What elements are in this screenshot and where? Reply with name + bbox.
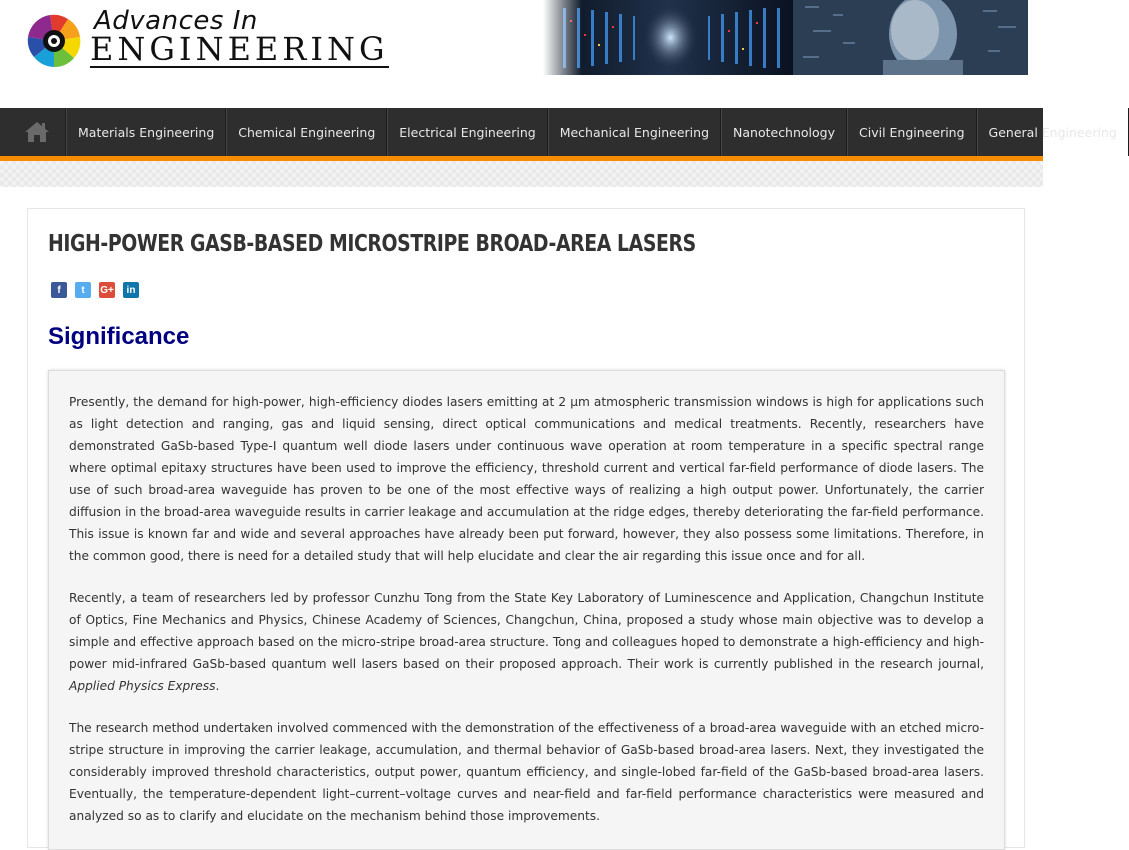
post-title: HIGH-POWER GASB-BASED MICROSTRIPE BROAD-AREA LASERS	[48, 231, 696, 257]
nav-item-chemical-engineering[interactable]: Chemical Engineering	[226, 108, 387, 156]
nav-home-button[interactable]	[8, 108, 66, 156]
nav-item-civil-engineering[interactable]: Civil Engineering	[847, 108, 977, 156]
paragraph-text: Recently, a team of researchers led by professor Cunzhu Tong from the State Key Laboratory of Luminescence and Application, Changchun Institute of Optics, Fine Mechanics and Physics, Chinese Academy of Sciences, Changchun, China, proposed a study whose main objective was to develop a simple and effective approach based on the micro-stripe broad-area structure. Tong and colleagues hoped to demonstrate a high-efficiency and high-power mid-infrared GaSb-based quantum well lasers based on their proposed approach. Their work is currently published in the research journal,	[69, 591, 984, 671]
linkedin-icon: in	[126, 284, 136, 296]
pattern-divider	[0, 161, 1043, 187]
section-heading-significance: Significance	[48, 323, 190, 350]
significance-box	[48, 370, 1005, 850]
paragraph	[69, 391, 984, 567]
paragraph	[69, 587, 984, 697]
journal-suffix: .	[215, 679, 220, 693]
google-plus-share-button[interactable]	[99, 282, 115, 298]
nav-item-mechanical-engineering[interactable]: Mechanical Engineering	[548, 108, 721, 156]
journal-name: Applied Physics Express	[69, 679, 216, 693]
site-logo[interactable]	[22, 6, 442, 76]
paragraph	[69, 717, 984, 827]
twitter-share-button[interactable]	[75, 282, 91, 298]
site-header	[0, 0, 1043, 108]
nav-menu	[66, 108, 1129, 156]
nav-item-electrical-engineering[interactable]: Electrical Engineering	[387, 108, 547, 156]
facebook-icon: f	[57, 284, 61, 296]
nav-item-general-engineering[interactable]: General Engineering	[977, 108, 1129, 156]
main-navigation	[0, 108, 1117, 156]
twitter-icon: t	[81, 284, 85, 296]
google-plus-icon: G+	[100, 284, 114, 296]
logo-text-bottom: ENGINEERING	[90, 30, 389, 68]
nav-item-nanotechnology[interactable]: Nanotechnology	[721, 108, 847, 156]
post-card	[27, 208, 1025, 848]
gear-flower-logo-icon	[22, 8, 86, 72]
logo-text-top: Advances In	[94, 6, 258, 36]
share-buttons	[51, 282, 139, 298]
facebook-share-button[interactable]	[51, 282, 67, 298]
linkedin-share-button[interactable]	[123, 282, 139, 298]
paragraph-text: The research method undertaken involved commenced with the demonstration of the effectiveness of a broad-area waveguide with an etched micro-stripe structure in improving the carrier leakage, accumulation, and thermal behavior of GaSb-based broad-area lasers. Next, they investigated the considerably improved threshold characteristics, output power, quantum efficiency, and single-lobed far-field of the GaSb-based broad-area lasers. Eventually, the temperature-dependent light–current–voltage curves and near-field and far-field performance characteristics were measured and analyzed so as to clarify and elucidate on the mechanism behind those improvements.	[69, 721, 984, 823]
home-icon	[23, 120, 51, 144]
header-banner-image	[543, 0, 1028, 75]
nav-item-materials-engineering[interactable]: Materials Engineering	[66, 108, 226, 156]
paragraph-text: Presently, the demand for high-power, high-efficiency diodes lasers emitting at 2 μm atmospheric transmission windows is high for applications such as light detection and ranging, gas and liquid sensing, direct optical communications and medical treatments. Recently, researchers have demonstrated GaSb-based Type-I quantum well diode lasers under continuous wave operation at room temperature in a specific spectral range where optimal epitaxy structures have been used to improve the efficiency, threshold current and vertical far-field performance of diode lasers. The use of such broad-area waveguide has proven to be one of the most effective ways of realizing a high output power. Unfortunately, the carrier diffusion in the broad-area waveguide results in carrier leakage and accumulation at the ridge edges, thereby deteriorating the far-field performance. This issue is known far and wide and several approaches have already been put forward, however, they also possess some limitations. Therefore, in the common good, there is need for a detailed study that will help elucidate and clear the air regarding this issue once and for all.	[69, 395, 984, 563]
